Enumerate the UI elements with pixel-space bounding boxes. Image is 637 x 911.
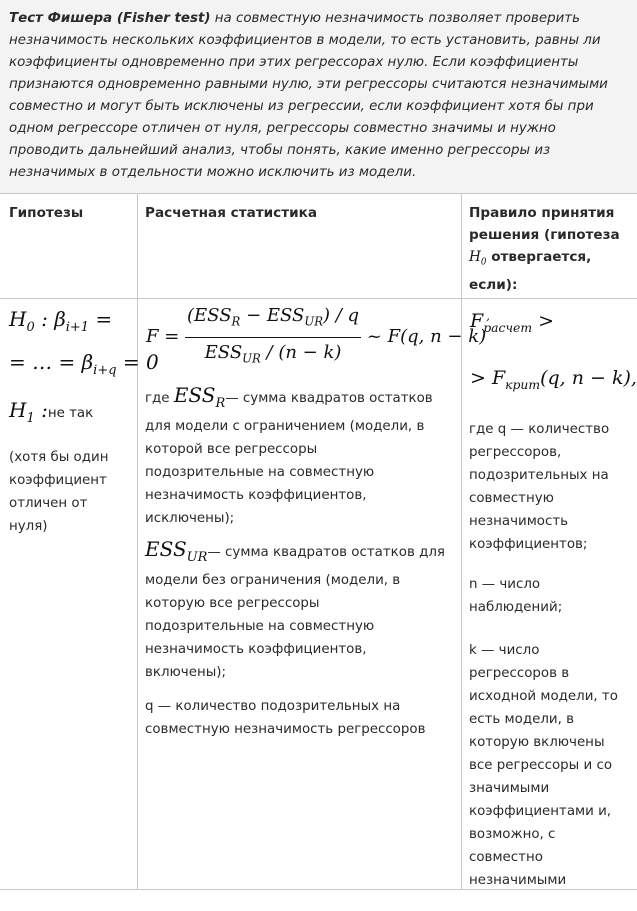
formula-denominator: $ESS_{UR} / (n - k)$ — [204, 341, 342, 366]
rule-q-line: совместную — [469, 491, 554, 506]
fisher-formula: F = $\frac{(ESS_R - ESS_{UR}) / q}{ESS_{UR} / (n - k)}$ ~ F(q, n − k), — [146, 304, 490, 370]
h1-note-line: (хотя бы один — [9, 450, 109, 465]
q-desc-line: q — количество подозрительных на — [145, 699, 401, 714]
header-rule-line3: $H_0$ отвергается, — [469, 249, 592, 268]
rule-q-line: регрессоров, — [469, 445, 562, 460]
rule-k-line: которую включены — [469, 735, 605, 750]
rule-k-line: k — число — [469, 643, 540, 658]
header-hypotheses: Гипотезы — [9, 205, 84, 221]
ess-ur-line: которую все регрессоры — [145, 596, 320, 611]
formula-fraction — [185, 304, 361, 370]
ess-ur-line: модели без ограничения (модели, в — [145, 573, 401, 588]
q-desc-line: совместную незначимость регрессоров — [145, 722, 426, 737]
rule-k-line: регрессоров в — [469, 666, 570, 681]
ess-ur-first-line: $ESS_{UR}—$ сумма квадратов остатков для — [145, 537, 445, 565]
ess-ur-symbol: $ESS_{UR}$ — [145, 537, 208, 565]
rule-n-description — [469, 573, 634, 619]
rule-k-line: возможно, с — [469, 827, 556, 842]
ess-r-line: подозрительные на совместную — [145, 465, 375, 480]
ess-ur-line: подозрительные на совместную — [145, 619, 375, 634]
rule-q-line: незначимость — [469, 514, 569, 529]
column-divider-1 — [137, 193, 138, 890]
rule-k-description — [469, 639, 634, 892]
ess-r-line: исключены); — [145, 511, 235, 526]
h1-symbol: $H_1$ : — [9, 398, 48, 426]
intro-text: на совместную незначимость позволяет проверить незначимость нескольких коэффициентов в модели, то есть установить, равны ли коэффициенты одновременно при этих регрессорах нулю. Если коэффициенты признаются одновременно равными нулю, эти регрессоры считаются незначимыми совместно и могут быть исключены из регрессии, если коэффициент хотя бы при одном регрессоре отличен от нуля, регрессоры совместно значимы и нужно проводить дальнейший анализ, чтобы понять, какие именно регрессоры из незначимых в отдельности можно исключить из модели. — [9, 11, 608, 180]
rule-k-line: совместно — [469, 850, 543, 865]
header-statistic: Расчетная статистика — [145, 205, 318, 221]
ess-r-line: которой все регрессоры — [145, 442, 318, 457]
rule-q-line: где q — количество — [469, 422, 610, 437]
h0-formula-line1: $H_0$ : $\beta_{i+1}$ = — [9, 307, 113, 335]
ess-ur-line: незначимость коэффициентов, — [145, 642, 367, 657]
rule-k-line: значимыми — [469, 781, 550, 796]
header-divider — [0, 298, 637, 299]
ess-ur-description — [145, 538, 461, 684]
q-description — [145, 695, 461, 741]
column-divider-2 — [461, 193, 462, 890]
intro-paragraph — [0, 0, 637, 193]
h1-note-line: нуля) — [9, 519, 48, 534]
ess-r-line: для модели с ограничением (модели, в — [145, 419, 425, 434]
rule-q-description — [469, 418, 634, 556]
rule-k-line: незначимыми — [469, 873, 567, 888]
header-rule-line2: решения (гипотеза — [469, 227, 620, 243]
h1-line — [9, 396, 93, 433]
rule-q-line: коэффициентов; — [469, 537, 588, 552]
table-top-border — [0, 193, 637, 194]
rule-q-line: подозрительных на — [469, 468, 609, 483]
rule-k-line: есть модели, в — [469, 712, 575, 727]
h1-text: не так — [47, 406, 94, 421]
rule-k-line: исходной модели, то — [469, 689, 618, 704]
formula-numerator: $(ESS_R - ESS_{UR}) / q$ — [185, 304, 361, 338]
ess-r-symbol: $ESS_R$ — [173, 383, 226, 411]
h1-note — [9, 446, 108, 538]
ess-r-line: незначимость коэффициентов, — [145, 488, 367, 503]
header-rule-line1: Правило принятия — [469, 205, 615, 221]
rule-k-line: все регрессоры и со — [469, 758, 613, 773]
rule-n-line: наблюдений; — [469, 600, 563, 615]
rule-formula-line2: > $F_{крит}(q$, n − k), — [470, 367, 637, 392]
ess-ur-line: включены); — [145, 665, 227, 680]
h1-note-line: коэффициент — [9, 473, 107, 488]
rule-k-line: коэффициентами и, — [469, 804, 612, 819]
rule-formula-line1: $F_{расчет}$ > — [470, 310, 555, 335]
ess-r-first-line: где $ESS_R—$ сумма квадратов остатков — [145, 383, 433, 411]
h0-formula-line2: = … = $\beta_{i+q} = 0$ — [9, 350, 159, 378]
h1-note-line: отличен от — [9, 496, 88, 511]
header-rule — [469, 202, 634, 296]
ess-r-description — [145, 384, 461, 530]
header-rule-line4: если): — [469, 276, 518, 293]
intro-title: Тест Фишера (Fisher test) — [9, 11, 211, 26]
rule-n-line: n — число — [469, 577, 541, 592]
